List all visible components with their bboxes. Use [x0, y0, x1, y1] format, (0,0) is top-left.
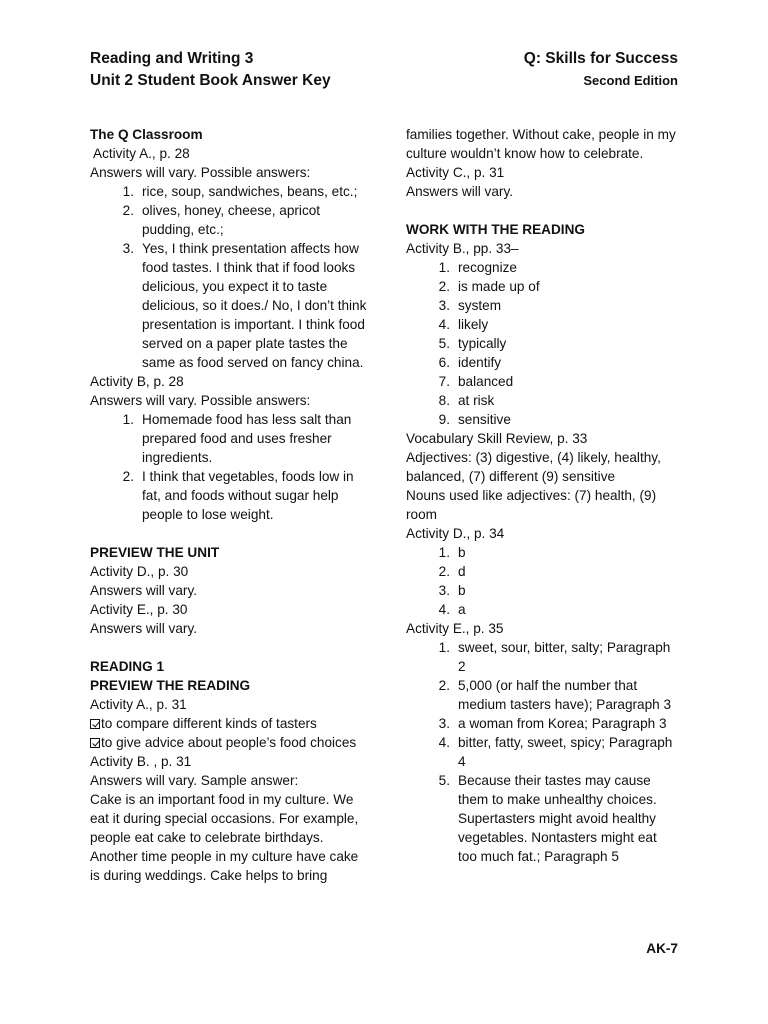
list-item: 2. olives, honey, cheese, apricot pudding, etc.; — [122, 203, 321, 237]
checkbox-checked-icon — [90, 719, 100, 729]
activity-label: Activity B, p. 28 — [90, 374, 184, 389]
list-item: 8. at risk — [438, 393, 495, 408]
list-item: 1. rice, soup, sandwiches, beans, etc.; — [122, 184, 358, 199]
answer-note: Answers will vary. Possible answers: — [90, 393, 311, 408]
list-item: 1. Homemade food has less salt than prepared food and uses fresher ingredients. — [122, 412, 352, 465]
section-subheading-preview-reading: PREVIEW THE READING — [90, 678, 251, 693]
checked-answer: to compare different kinds of tasters — [90, 714, 368, 733]
list-item: 4. a — [438, 602, 466, 617]
answer-note: Answers will vary. Possible answers: — [90, 165, 311, 180]
answer-list — [406, 638, 678, 866]
section-heading-reading-1: READING 1 — [90, 659, 165, 674]
list-item: 3. a woman from Korea; Paragraph 3 — [438, 716, 667, 731]
title-line-1: Reading and Writing 3 — [90, 50, 254, 67]
list-item: 5. typically — [438, 336, 507, 351]
answer-list — [406, 258, 678, 429]
list-item: 5. Because their tastes may cause them to make unhealthy choices. Supertasters might avoid healthy vegetables. Nontasters might eat too much fat.; Paragraph 5 — [438, 773, 657, 864]
list-item: 3. Yes, I think presentation affects how food tastes. I think that if food looks delicious, you expect it to taste delicious, so it does./ No, I don’t think presentation is important. I think food served on a paper plate tastes the same as food served on fancy china. — [122, 241, 367, 370]
list-item: 2. d — [438, 564, 466, 579]
list-item: 6. identify — [438, 355, 502, 370]
list-item: 3. b — [438, 583, 466, 598]
series-name: Q: Skills for Success — [523, 50, 678, 67]
list-item: 2. 5,000 (or half the number that medium tasters have); Paragraph 3 — [438, 678, 672, 712]
activity-label: Vocabulary Skill Review, p. 33 — [406, 431, 588, 446]
list-item: 9. sensitive — [438, 412, 511, 427]
section-heading-work-with-reading: WORK WITH THE READING — [406, 222, 585, 237]
checked-answer: to give advice about people’s food choices — [90, 733, 368, 752]
list-item: 4. likely — [438, 317, 489, 332]
list-item: 3. system — [438, 298, 502, 313]
answer-list — [90, 182, 368, 372]
list-item: 2. is made up of — [438, 279, 540, 294]
page-number: AK-7 — [646, 941, 678, 956]
activity-label: Activity E., p. 35 — [406, 621, 504, 636]
activity-label: Activity B., pp. 33– — [406, 241, 519, 256]
activity-label: Activity D., p. 30 — [90, 564, 189, 579]
sample-answer-paragraph: Cake is an important food in my culture. We eat it during special occasions. For example, people eat cake to celebrate birthdays. Another time people in my culture have cake is during weddings. Cake helps to bring — [90, 792, 359, 883]
answer-list — [406, 543, 678, 619]
section-heading-q-classroom: The Q Classroom — [90, 127, 203, 142]
answer-note: Answers will vary. Sample answer: — [90, 773, 299, 788]
right-column — [406, 125, 678, 866]
activity-label: Activity C., p. 31 — [406, 165, 505, 180]
section-heading-preview-unit: PREVIEW THE UNIT — [90, 545, 220, 560]
list-item: 7. balanced — [438, 374, 514, 389]
activity-label: Activity A., p. 28 — [93, 146, 190, 161]
answer-note: Answers will vary. — [90, 621, 198, 636]
list-item: 1. b — [438, 545, 466, 560]
activity-label: Activity D., p. 34 — [406, 526, 505, 541]
series-branding — [524, 48, 678, 92]
checkbox-checked-icon — [90, 738, 100, 748]
answer-note: Answers will vary. — [90, 583, 198, 598]
activity-label: Activity B. , p. 31 — [90, 754, 192, 769]
list-item: 1. sweet, sour, bitter, salty; Paragraph 2 — [438, 640, 671, 674]
list-item: 1. recognize — [438, 260, 517, 275]
answer-list — [90, 410, 368, 524]
sample-answer-continued: families together. Without cake, people in my culture wouldn’t know how to celebrate. — [406, 127, 676, 161]
document-title — [90, 48, 331, 92]
answer-note: Answers will vary. — [406, 184, 514, 199]
activity-label: Activity A., p. 31 — [90, 697, 187, 712]
list-item: 4. bitter, fatty, sweet, spicy; Paragraph 4 — [438, 735, 673, 769]
vocab-nouns: Nouns used like adjectives: (7) health, (9) room — [406, 488, 657, 522]
list-item: 2. I think that vegetables, foods low in fat, and foods without sugar help people to lose weight. — [122, 469, 354, 522]
title-line-2: Unit 2 Student Book Answer Key — [90, 72, 331, 89]
vocab-adjectives: Adjectives: (3) digestive, (4) likely, healthy, balanced, (7) different (9) sensitive — [406, 450, 661, 484]
activity-label: Activity E., p. 30 — [90, 602, 188, 617]
left-column — [90, 125, 368, 885]
edition-label: Second Edition — [583, 73, 678, 88]
